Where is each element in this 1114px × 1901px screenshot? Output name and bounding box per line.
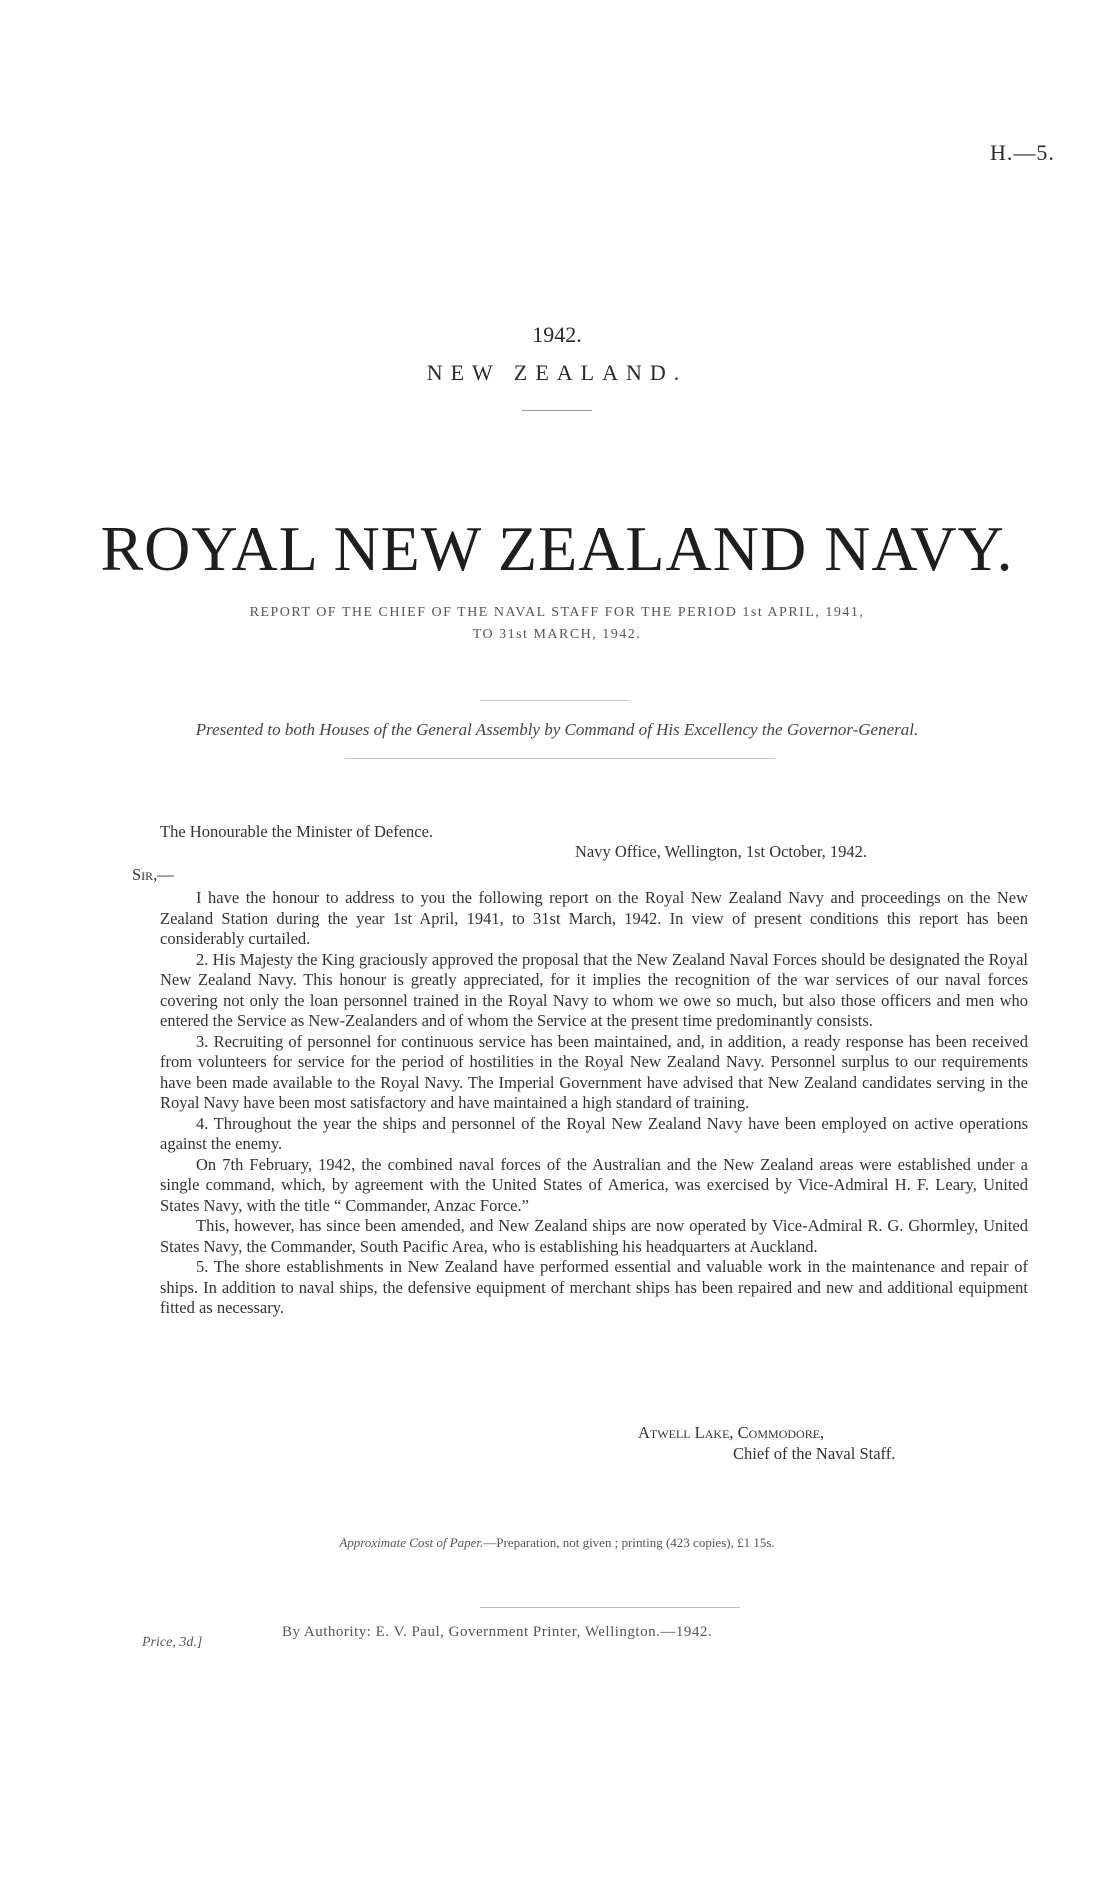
paragraph-6: This, however, has since been amended, and New Zealand ships are now operated by Vice-Admiral R. G. Ghormley, United States Navy, the Commander, South Pacific Area, who is establishing his headquarters at Auckland.	[160, 1216, 1028, 1256]
paragraph-5: On 7th February, 1942, the combined naval forces of the Australian and the New Zealand areas were established under a single command, which, by agreement with the United States of America, was exercised by Vice-Admiral H. F. Leary, United States Navy, with the title “ Commander, Anzac Force.”	[160, 1154, 1028, 1215]
report-subtitle	[0, 602, 1114, 646]
letter-addressee: The Honourable the Minister of Defence.	[160, 822, 434, 841]
paragraph-7: 5. The shore establishments in New Zealand have performed essential and valuable work in the maintenance and repair of ships. In addition to naval ships, the defensive equipment of merchant ships has been repaired and new and additional equipment fitted as necessary.	[160, 1257, 1028, 1317]
paper-reference: H.—5.	[990, 140, 1055, 165]
cost-of-paper	[0, 1535, 1114, 1551]
cost-label: Approximate Cost of Paper.	[339, 1535, 484, 1550]
subtitle-line-1: REPORT OF THE CHIEF OF THE NAVAL STAFF FOR THE PERIOD 1st APRIL, 1941,	[249, 605, 865, 620]
letter-dateline: Navy Office, Wellington, 1st October, 1942.	[575, 842, 868, 861]
country-heading: NEW ZEALAND.	[426, 360, 688, 385]
price-note: Price, 3d.]	[142, 1635, 203, 1650]
letter-body	[160, 888, 1028, 1319]
presentation-statement: Presented to both Houses of the General Assembly by Command of His Excellency the Governor-General.	[195, 720, 919, 739]
cost-text: —Preparation, not given ; printing (423 copies), £1 15s.	[483, 1535, 775, 1550]
paragraph-2: 2. His Majesty the King graciously approved the proposal that the New Zealand Naval Forces should be designated the Royal New Zealand Navy. This honour is greatly appreciated, for it implies the recognition of the war services of our naval forces covering not only the loan personnel trained in the Royal Navy to whom we owe so much, but also those officers and men who entered the Service as New-Zealanders and of whom the Service at the present time predominantly consists.	[160, 949, 1028, 1030]
divider-short	[522, 410, 592, 411]
publication-year: 1942.	[532, 322, 582, 347]
report-title: ROYAL NEW ZEALAND NAVY.	[100, 513, 1014, 584]
printer-authority: By Authority: E. V. Paul, Government Printer, Wellington.—1942.	[282, 1624, 713, 1640]
divider-dotted	[480, 700, 630, 701]
signature-name: Atwell Lake, Commodore,	[638, 1423, 825, 1442]
paragraph-4: 4. Throughout the year the ships and personnel of the Royal New Zealand Navy have been employed on active operations against the enemy.	[160, 1113, 1028, 1153]
subtitle-line-2: TO 31st MARCH, 1942.	[472, 627, 642, 642]
divider-footer	[480, 1607, 740, 1608]
divider-long	[345, 758, 775, 759]
letter-salutation: Sir,—	[132, 865, 174, 884]
signature-title: Chief of the Naval Staff.	[733, 1444, 896, 1463]
paragraph-1: I have the honour to address to you the following report on the Royal New Zealand Navy and proceedings on the New Zealand Station during the year 1st April, 1941, to 31st March, 1942. In view of present conditions this report has been considerably curtailed.	[160, 888, 1028, 948]
paragraph-3: 3. Recruiting of personnel for continuous service has been maintained, and, in addition, a ready response has been received from volunteers for service for the period of hostilities in the Royal New Zealand Navy. Personnel surplus to our requirements have been made available to the Royal Navy. The Imperial Government have advised that New Zealand candidates serving in the Royal Navy have been most satisfactory and have maintained a high standard of training.	[160, 1031, 1028, 1112]
